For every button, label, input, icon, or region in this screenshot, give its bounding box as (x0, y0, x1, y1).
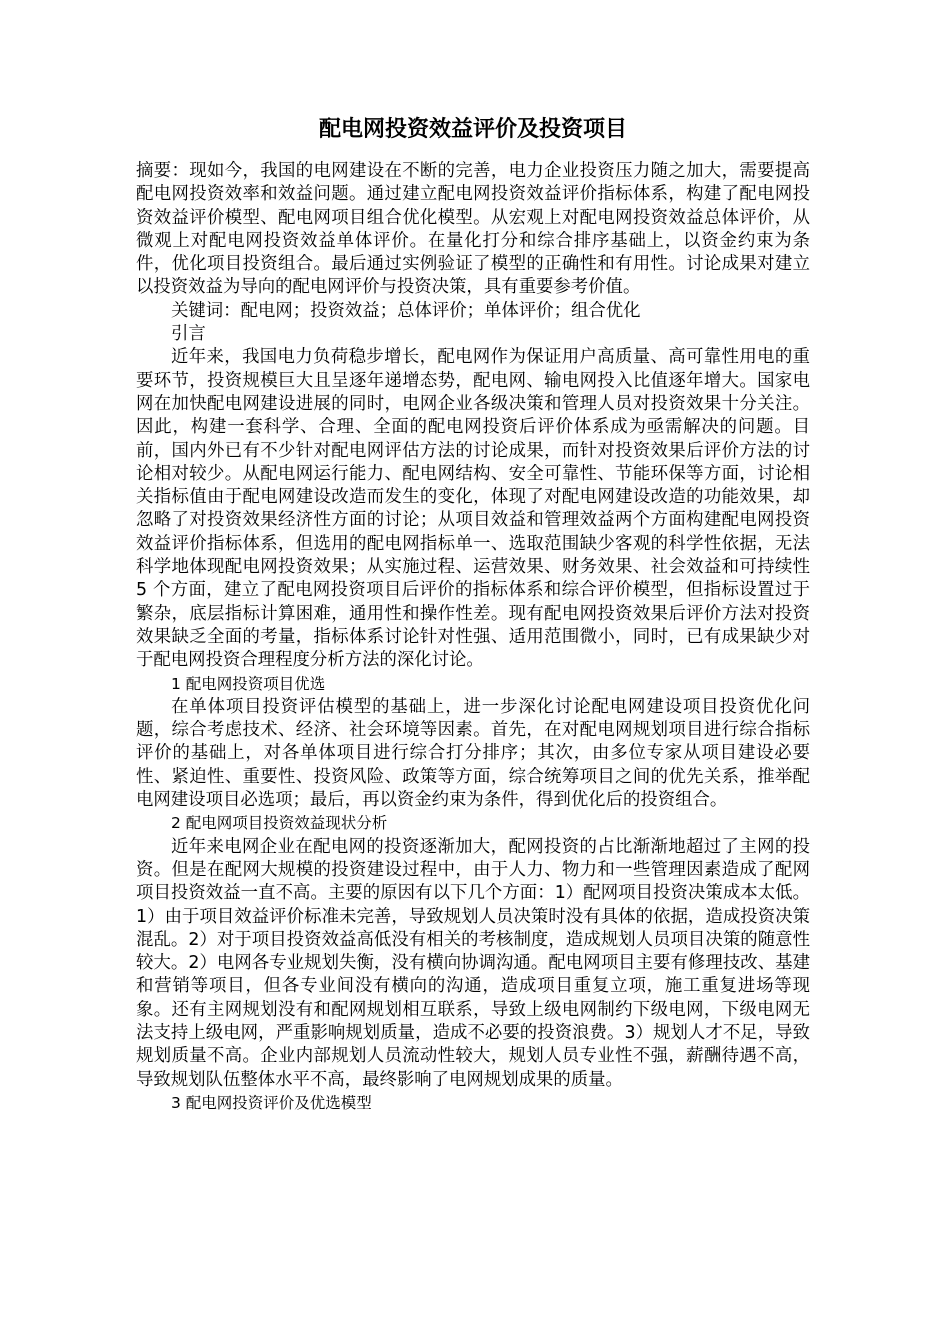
document-page (136, 110, 810, 1115)
section-2-paragraph: 近年来电网企业在配电网的投资逐渐加大，配网投资的占比渐渐地超过了主网的投资。但是在配网大规模的投资建设过程中，由于人力、物力和一些管理因素造成了配网项目投资效益一直不高。主要的原因有以下几个方面：1）配网项目投资决策成本太低。1）由于项目效益评价标准未完善，导致规划人员决策时没有具体的依据，造成投资决策混乱。2）对于项目投资效益高低没有相关的考核制度，造成规划人员项目决策的随意性较大。2）电网各专业规划失衡，没有横向协调沟通。配电网项目主要有修理技改、基建和营销等项目，但各专业间没有横向的沟通，造成项目重复立项，施工重复进场等现象。还有主网规划没有和配网规划相互联系，导致上级电网制约下级电网，下级电网无法支持上级电网，严重影响规划质量，造成不必要的投资浪费。3）规划人才不足，导致规划质量不高。企业内部规划人员流动性较大，规划人员专业性不强，薪酬待遇不高，导致规划队伍整体水平不高，最终影响了电网规划成果的质量。 (136, 836, 810, 1090)
section-1-paragraph: 在单体项目投资评估模型的基础上，进一步深化讨论配电网建设项目投资优化问题，综合考虑技术、经济、社会环境等因素。首先，在对配电网规划项目进行综合指标评价的基础上，对各单体项目进行综合打分排序；其次，由多位专家从项目建设必要性、紧迫性、重要性、投资风险、政策等方面，综合统筹项目之间的优先关系，推举配电网建设项目必选项；最后，再以资金约束为条件，得到优化后的投资组合。 (136, 696, 810, 811)
section-3-heading: 3 配电网投资评价及优选模型 (171, 1093, 372, 1112)
keywords-line: 关键词：配电网；投资效益；总体评价；单体评价；组合优化 (171, 300, 641, 321)
intro-paragraph: 近年来，我国电力负荷稳步增长，配电网作为保证用户高质量、高可靠性用电的重要环节，投资规模巨大且呈逐年递增态势，配电网、输电网投入比值逐年增大。国家电网在加快配电网建设进展的同时，电网企业各级决策和管理人员对投资效果十分关注。因此，构建一套科学、合理、全面的配电网投资后评价体系成为亟需解决的问题。目前，国内外已有不少针对配电网评估方法的讨论成果，而针对投资效果后评价方法的讨论相对较少。从配电网运行能力、配电网结构、安全可靠性、节能环保等方面，讨论相关指标值由于配电网建设改造而发生的变化，体现了对配电网建设改造的功能效果，却忽略了对投资效果经济性方面的讨论；从项目效益和管理效益两个方面构建配电网投资效益评价指标体系，但选用的配电网指标单一、选取范围缺少客观的科学性依据，无法科学地体现配电网投资效果；从实施过程、运营效果、财务效果、社会效益和可持续性 5 个方面，建立了配电网投资项目后评价的指标体系和综合评价模型，但指标设置过于繁杂，底层指标计算困难，通用性和操作性差。现有配电网投资效果后评价方法对投资效果缺乏全面的考量，指标体系讨论针对性强、适用范围微小，同时，已有成果缺少对于配电网投资合理程度分析方法的深化讨论。 (136, 347, 810, 671)
document-title: 配电网投资效益评价及投资项目 (318, 117, 627, 142)
intro-heading: 引言 (171, 324, 206, 345)
abstract-paragraph: 摘要：现如今，我国的电网建设在不断的完善，电力企业投资压力随之加大，需要提高配电网投资效率和效益问题。通过建立配电网投资效益评价指标体系，构建了配电网投资效益评价模型、配电网项目组合优化模型。从宏观上对配电网投资效益总体评价，从微观上对配电网投资效益单体评价。在量化打分和综合排序基础上，以资金约束为条件，优化项目投资组合。最后通过实例验证了模型的正确性和有用性。讨论成果对建立以投资效益为导向的配电网评价与投资决策，具有重要参考价值。 (136, 161, 810, 298)
section-2-heading: 2 配电网项目投资效益现状分析 (171, 814, 388, 833)
section-1-heading: 1 配电网投资项目优选 (171, 674, 326, 693)
